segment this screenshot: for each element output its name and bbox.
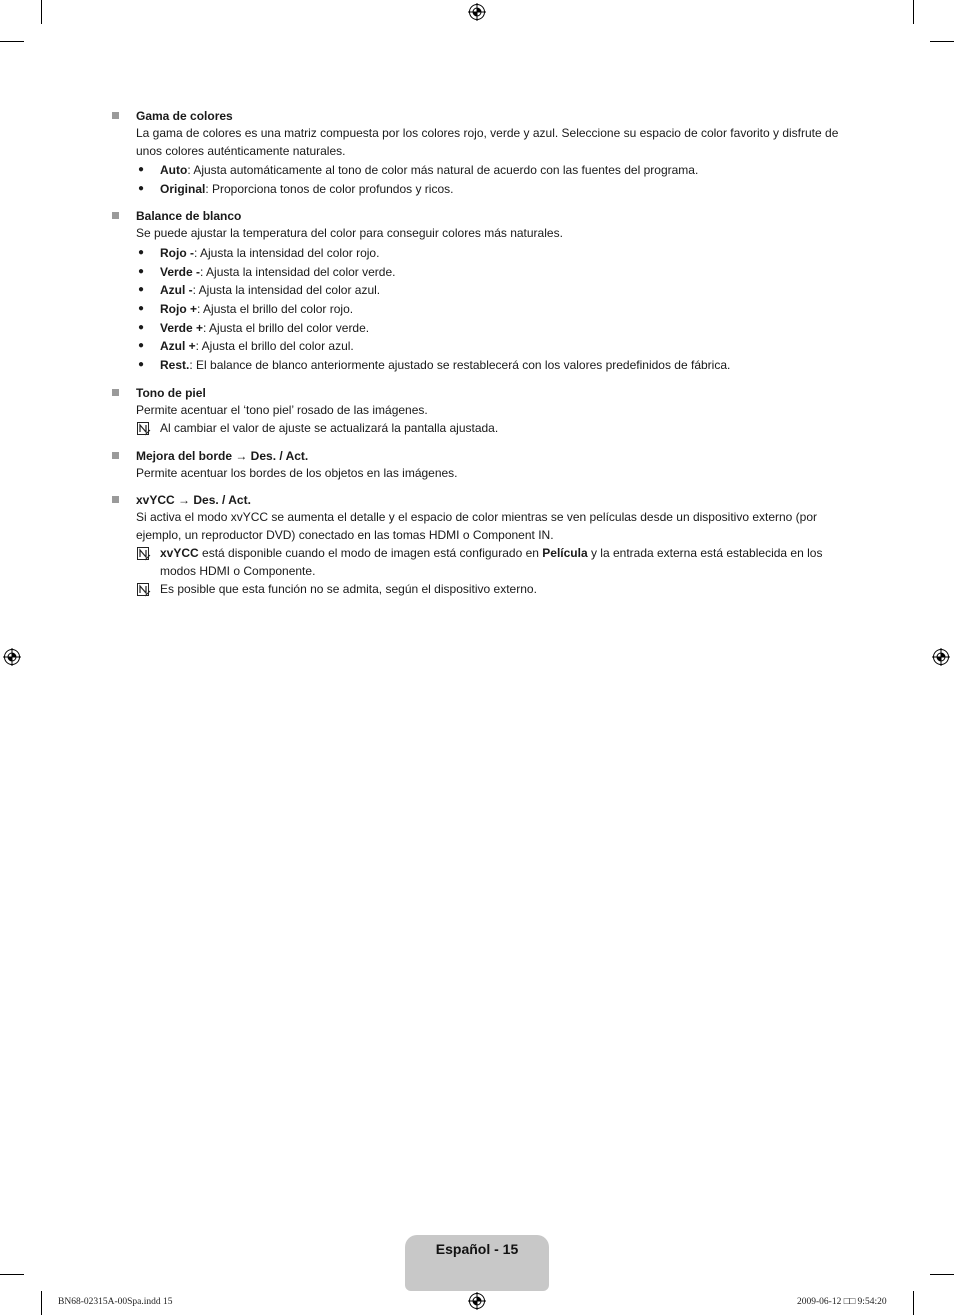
note-text-part: está disponible cuando el modo de imagen está configurado en [198,546,543,561]
registration-mark-icon [468,1292,486,1310]
bullet-dot-icon: ● [138,340,145,352]
crop-mark [913,0,914,24]
section-title: xvYCC → Des. / Act. [136,493,251,508]
slug-filename: BN68-02315A-00Spa.indd 15 [58,1297,173,1307]
list-item [136,281,842,300]
square-bullet-icon [112,496,119,503]
note-term: xvYCC [160,546,199,561]
item-term: Azul - [160,283,193,298]
item-term: Rest. [160,358,190,373]
item-term: Rojo + [160,302,198,317]
list-item [136,337,842,356]
list-item [136,319,842,338]
list-item [136,161,842,180]
square-bullet-icon [112,112,119,119]
section-title: Mejora del borde → Des. / Act. [136,448,309,463]
crop-mark [0,41,24,42]
crop-mark [41,0,42,24]
manual-content [112,107,842,608]
bullet-dot-icon: ● [138,246,145,258]
registration-mark-icon [932,648,950,666]
item-term: Azul + [160,339,196,354]
item-text: : Ajusta la intensidad del color rojo. [194,245,380,260]
bullet-list [136,244,842,375]
registration-mark-icon [468,3,486,21]
section-tono-de-piel [112,384,842,438]
bullet-list [136,161,842,198]
bullet-dot-icon: ● [138,359,145,371]
item-term: Original [160,181,206,196]
item-text: : El balance de blanco anteriormente ajustado se restablecerá con los valores predefinidos de fábrica. [189,358,731,373]
note [136,545,842,580]
section-paragraph: Se puede ajustar la temperatura del color para conseguir colores más naturales. [136,226,563,241]
note-icon [137,583,151,597]
item-text: : Proporciona tonos de color profundos y ricos. [205,181,454,196]
page-label: Español - 15 [435,1241,519,1257]
list-item [136,263,842,282]
section-title: Balance de blanco [136,209,242,224]
square-bullet-icon [112,212,119,219]
list-item [136,180,842,199]
bullet-dot-icon: ● [138,321,145,333]
section-gama-de-colores [112,107,842,198]
section-paragraph: La gama de colores es una matriz compuesta por los colores rojo, verde y azul. Seleccione su espacio de color favorito y disfrute de unos colores auténticamente naturales. [136,126,839,158]
item-text: : Ajusta automáticamente al tono de color más natural de acuerdo con las fuentes del programa. [187,163,699,177]
list-item [136,300,842,319]
bullet-dot-icon: ● [138,164,145,175]
item-text: : Ajusta la intensidad del color verde. [200,264,396,279]
bullet-dot-icon: ● [138,265,145,277]
item-term: Auto [160,163,188,177]
note-text: Es posible que esta función no se admita, según el dispositivo externo. [160,582,537,597]
note-text: Al cambiar el valor de ajuste se actualizará la pantalla ajustada. [160,421,499,436]
item-text: : Ajusta el brillo del color verde. [203,320,370,335]
note-icon [137,547,151,561]
section-mejora-del-borde [112,447,842,483]
section-xvycc [112,491,842,599]
bullet-dot-icon: ● [138,303,145,315]
note-text-part: y la entrada externa está establecida en los modos HDMI o Componente. [160,546,823,578]
crop-mark [913,1291,914,1315]
section-title: Tono de piel [136,385,206,400]
section-paragraph: Permite acentuar el ‘tono piel’ rosado de las imágenes. [136,402,428,417]
note-icon [137,422,151,436]
section-title: Gama de colores [136,109,233,123]
square-bullet-icon [112,452,119,459]
note-text [160,546,822,578]
page-number-tab [405,1235,549,1291]
item-text: : Ajusta el brillo del color azul. [195,339,354,354]
bullet-dot-icon: ● [138,284,145,296]
list-item [136,356,842,375]
item-text: : Ajusta el brillo del color rojo. [197,302,354,317]
crop-mark [930,41,954,42]
section-balance-de-blanco [112,207,842,374]
note [136,420,842,438]
section-paragraph: Si activa el modo xvYCC se aumenta el detalle y el espacio de color mientras se ven películas desde un dispositivo externo (por ejemplo, un reproductor DVD) conectado en las tomas HDMI o Component IN. [136,510,818,542]
note-term: Película [542,546,588,561]
note [136,581,842,599]
item-term: Verde - [160,264,201,279]
section-paragraph: Permite acentuar los bordes de los objetos en las imágenes. [136,465,458,480]
slug-timestamp: 2009-06-12 □□ 9:54:20 [797,1297,887,1307]
crop-mark [0,1274,24,1275]
crop-mark [930,1274,954,1275]
registration-mark-icon [3,648,21,666]
list-item [136,244,842,263]
item-term: Verde + [160,320,204,335]
square-bullet-icon [112,389,119,396]
bullet-dot-icon: ● [138,182,145,194]
crop-mark [41,1291,42,1315]
item-term: Rojo - [160,245,194,260]
item-text: : Ajusta la intensidad del color azul. [192,283,381,298]
